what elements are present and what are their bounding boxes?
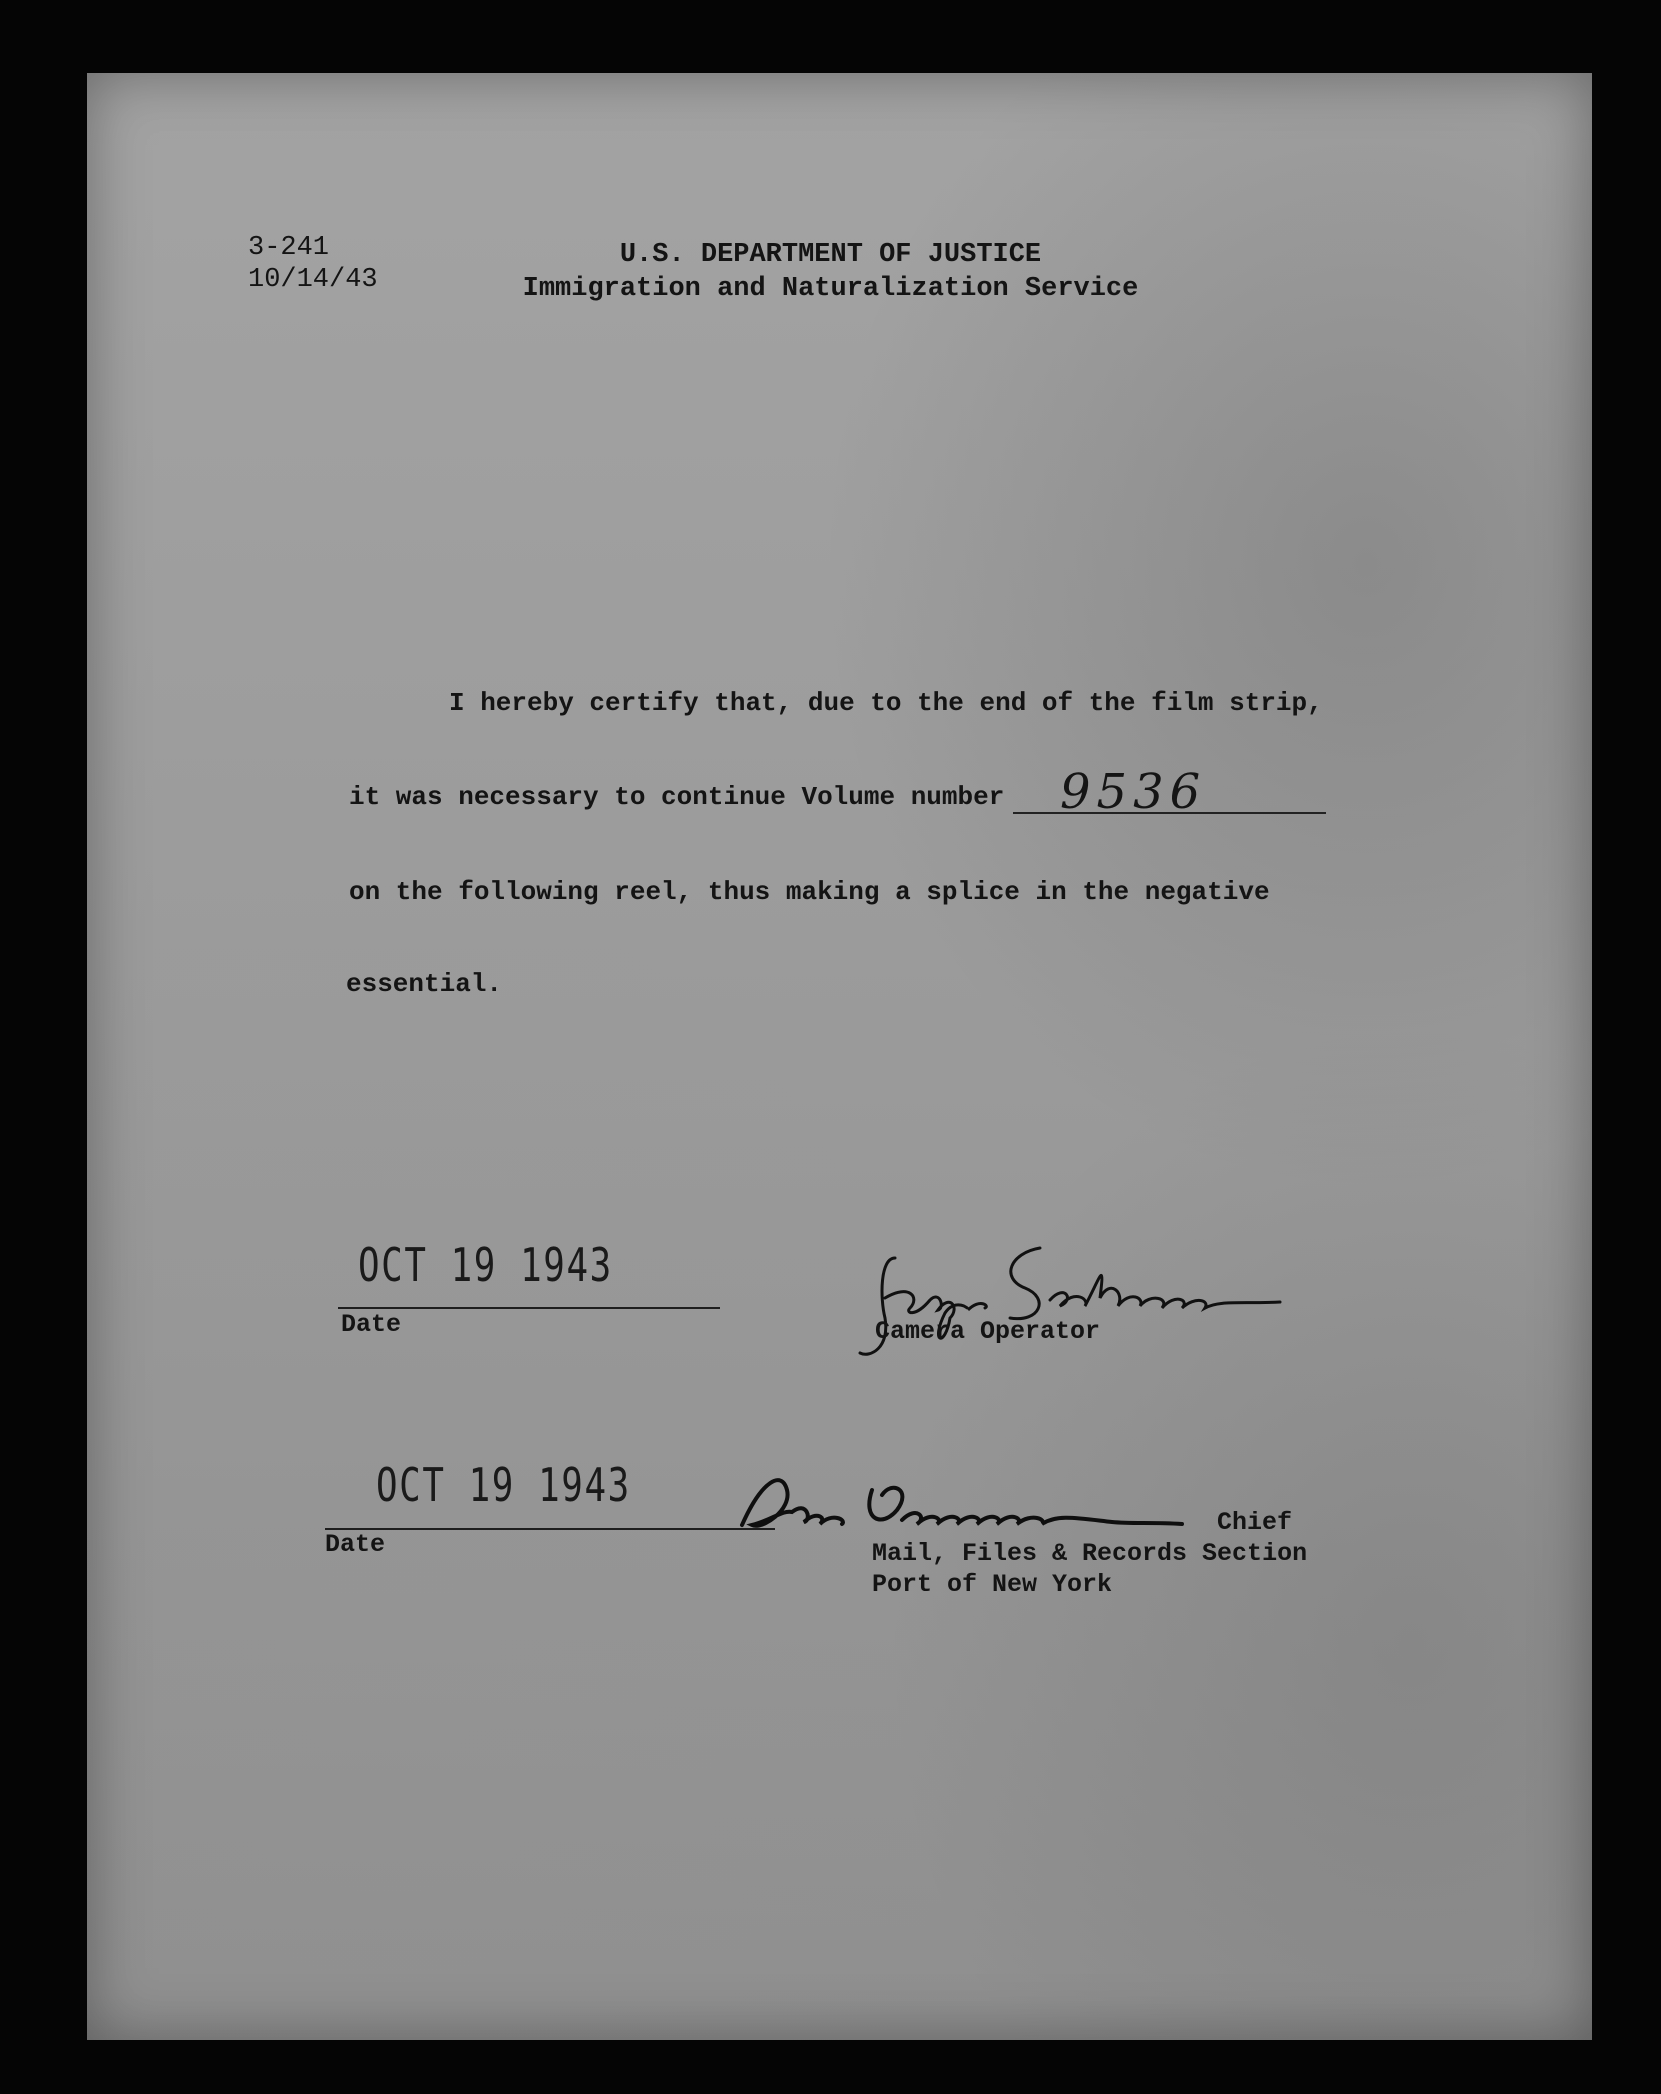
- certification-line-1: I hereby certify that, due to the end of the film strip,: [449, 688, 1323, 718]
- certification-line-2: it was necessary to continue Volume number: [349, 782, 1005, 812]
- camera-operator-title: Camera Operator: [875, 1317, 1101, 1346]
- camera-operator-signature: [850, 1238, 1320, 1368]
- form-revision-date: 10/14/43: [248, 265, 378, 295]
- camera-operator-date-line: [338, 1307, 720, 1309]
- certification-line-3: on the following reel, thus making a splice in the negative: [349, 877, 1270, 907]
- chief-title-block: [872, 1507, 1307, 1600]
- certification-line-4: essential.: [346, 969, 503, 999]
- section-name: Mail, Files & Records Section: [872, 1539, 1308, 1568]
- chief-title: Chief: [1217, 1508, 1293, 1537]
- camera-operator-date-stamp: OCT 19 1943: [358, 1238, 613, 1292]
- document-page: [87, 73, 1592, 2040]
- department-name: U.S. DEPARTMENT OF JUSTICE: [619, 240, 1042, 270]
- port-name: Port of New York: [872, 1570, 1113, 1599]
- chief-date-label: Date: [325, 1530, 386, 1559]
- camera-operator-date-label: Date: [341, 1310, 402, 1339]
- service-name: Immigration and Naturalization Service: [522, 274, 1139, 304]
- chief-date-line: [325, 1528, 775, 1530]
- volume-number-handwritten: 9536: [1060, 764, 1207, 820]
- form-number: 3-241: [248, 233, 330, 263]
- letterhead: [0, 238, 1661, 306]
- chief-date-stamp: OCT 19 1943: [376, 1458, 631, 1512]
